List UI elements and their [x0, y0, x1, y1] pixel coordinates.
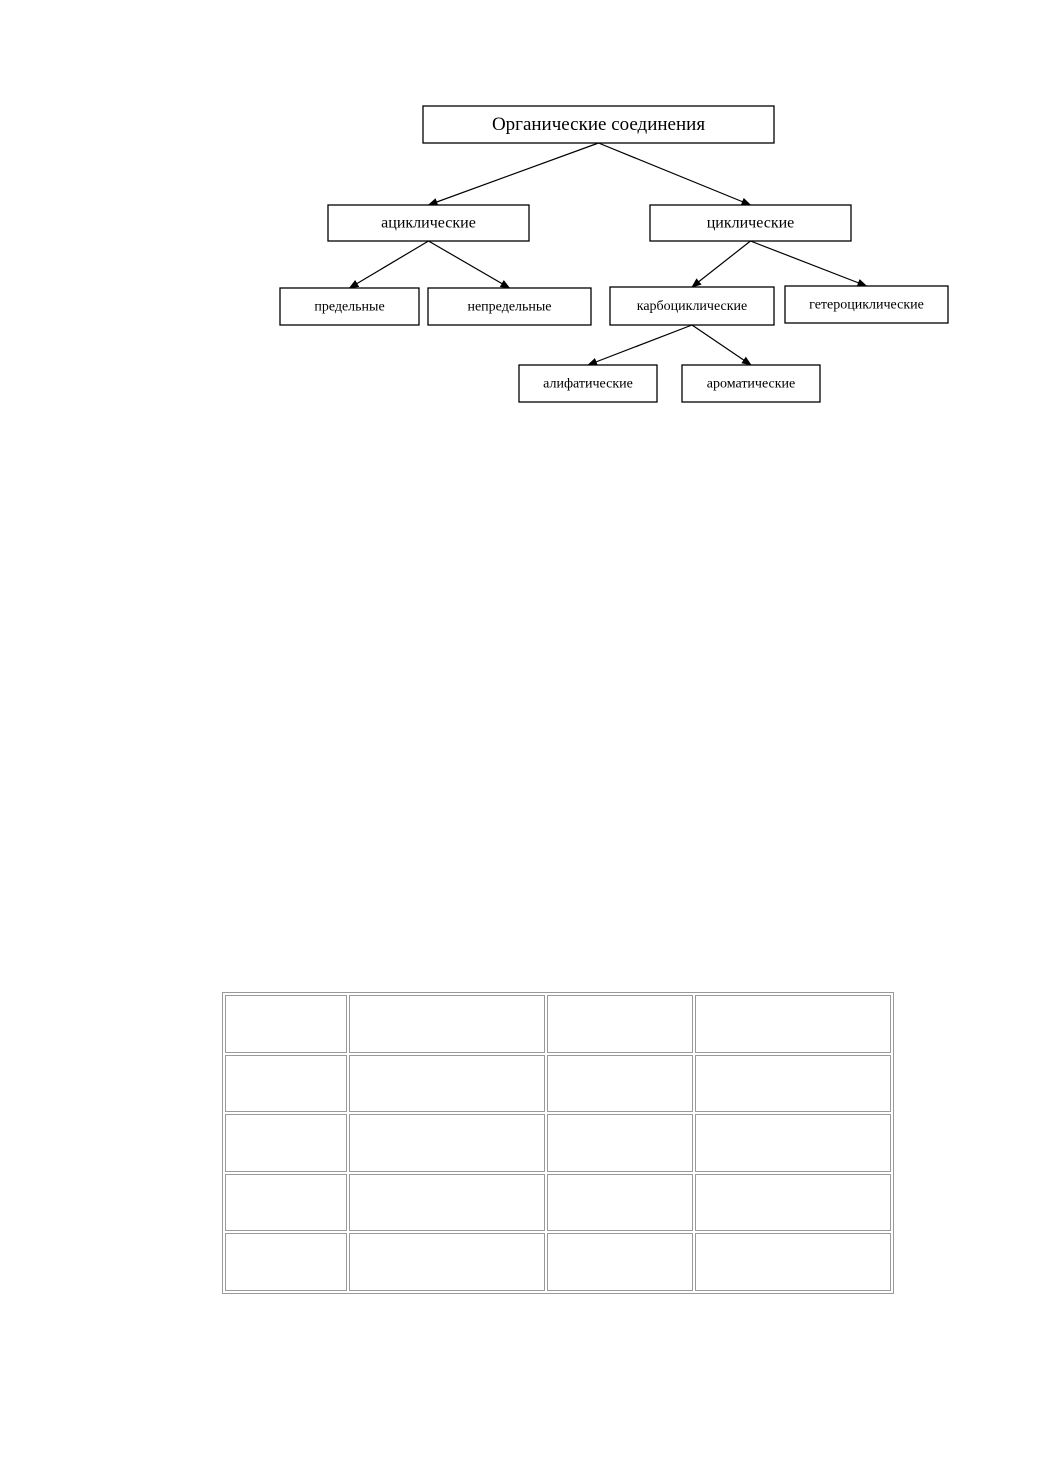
arrow-acyclic-to-unsaturated: [429, 241, 510, 288]
table-body: [225, 995, 891, 1291]
empty-table: [222, 992, 894, 1294]
table-row: [225, 1174, 891, 1232]
node-organic: [423, 106, 774, 143]
table-cell: [225, 995, 347, 1053]
arrow-organic-to-cyclic: [599, 143, 751, 205]
table-cell: [225, 1055, 347, 1113]
arrow-carbocyclic-to-aromatic: [692, 325, 751, 365]
table-cell: [695, 1174, 891, 1232]
arrow-carbocyclic-to-aliphatic: [588, 325, 692, 365]
table-row: [225, 1233, 891, 1291]
table-cell: [225, 1174, 347, 1232]
node-carbocyclic: [610, 287, 774, 325]
table-row: [225, 1114, 891, 1172]
table-cell: [547, 995, 693, 1053]
table-cell: [225, 1233, 347, 1291]
table-cell: [695, 1055, 891, 1113]
node-unsaturated: [428, 288, 591, 325]
diagram-edges: [350, 143, 867, 365]
arrow-organic-to-acyclic: [429, 143, 599, 205]
arrow-cyclic-to-heterocyclic: [751, 241, 867, 286]
diagram-nodes: [280, 106, 948, 402]
table-cell: [349, 1174, 545, 1232]
node-aromatic: [682, 365, 820, 402]
node-aliphatic: [519, 365, 657, 402]
classification-diagram: [0, 0, 1040, 420]
arrow-cyclic-to-carbocyclic: [692, 241, 751, 287]
table-cell: [349, 1233, 545, 1291]
table-cell: [547, 1055, 693, 1113]
node-label-organic: Органические соединения: [491, 113, 706, 135]
table-cell: [695, 995, 891, 1053]
arrow-acyclic-to-saturated: [350, 241, 429, 288]
node-saturated: [280, 288, 419, 325]
table-cell: [349, 1055, 545, 1113]
table-cell: [547, 1233, 693, 1291]
node-label-saturated: предельные: [314, 299, 385, 315]
node-label-aromatic: ароматические: [706, 376, 796, 392]
node-label-unsaturated: непредельные: [467, 299, 552, 315]
node-label-heterocyclic: гетероциклические: [809, 297, 924, 313]
node-label-cyclic: циклические: [706, 214, 795, 232]
node-cyclic: [650, 205, 851, 241]
table-cell: [349, 1114, 545, 1172]
node-label-aliphatic: алифатические: [543, 376, 633, 392]
table-row: [225, 1055, 891, 1113]
table-cell: [695, 1114, 891, 1172]
table-cell: [547, 1114, 693, 1172]
node-label-carbocyclic: карбоциклические: [636, 299, 748, 315]
node-label-acyclic: ациклические: [381, 214, 476, 232]
table-cell: [547, 1174, 693, 1232]
table-cell: [695, 1233, 891, 1291]
table-cell: [349, 995, 545, 1053]
node-heterocyclic: [785, 286, 948, 323]
node-acyclic: [328, 205, 529, 241]
table-row: [225, 995, 891, 1053]
table-cell: [225, 1114, 347, 1172]
